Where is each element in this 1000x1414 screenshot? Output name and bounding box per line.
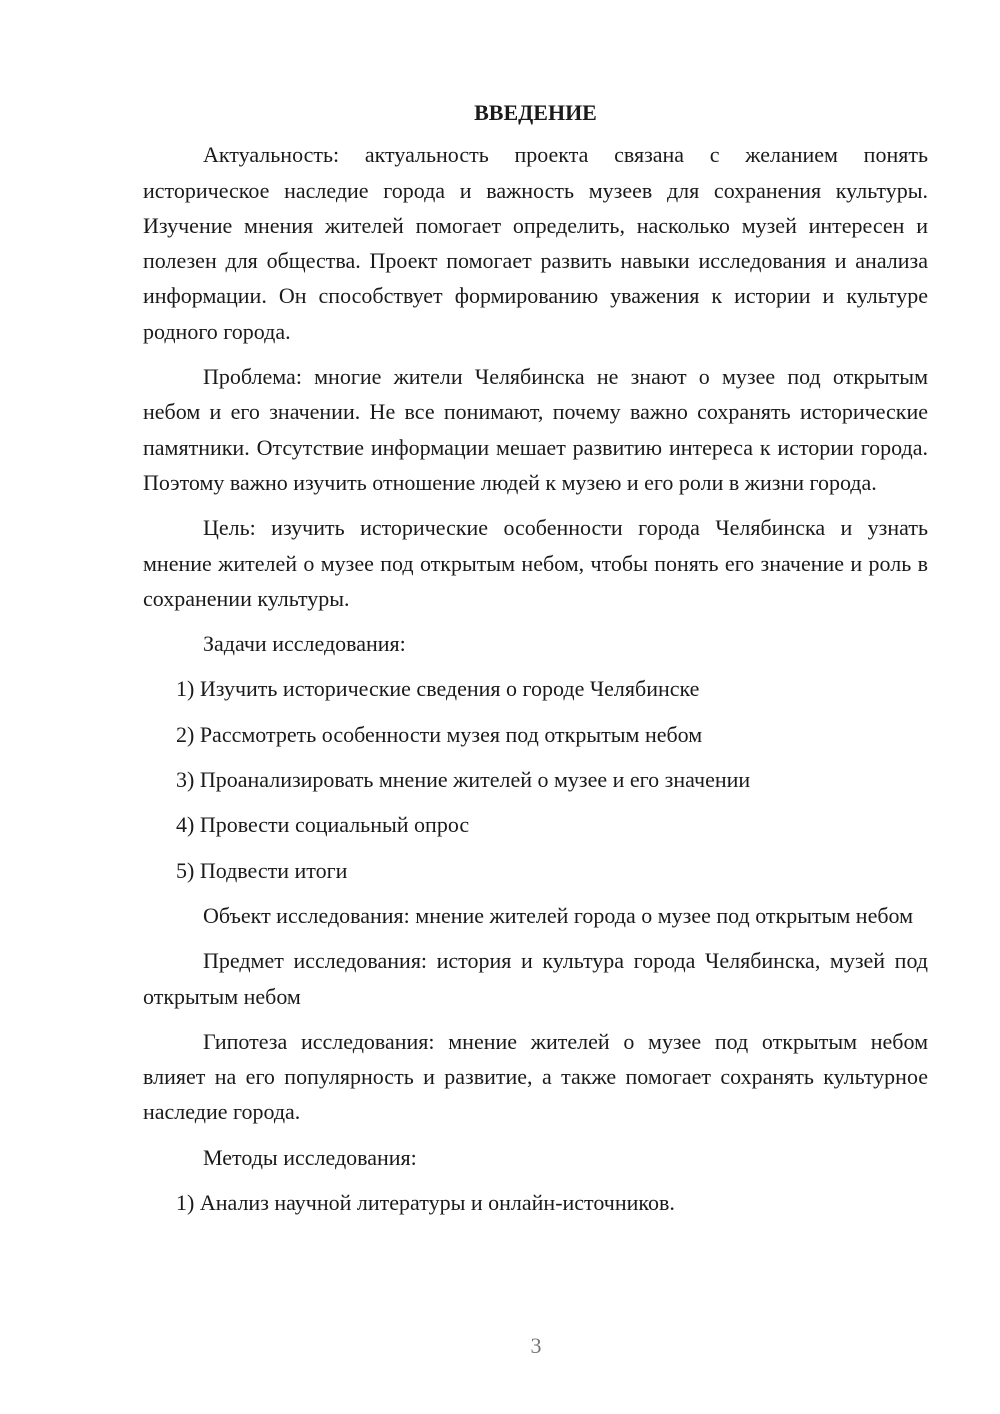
task-item-5: 5) Подвести итоги <box>176 857 348 883</box>
task-item-4: 4) Провести социальный опрос <box>176 812 470 838</box>
paragraph-subject: Предмет исследования: история и культура города Челябинска, музей под открытым небом <box>143 948 928 1009</box>
section-title: ВВЕДЕНИЕ <box>474 100 597 125</box>
paragraph-object: Объект исследования: мнение жителей города о музее под открытым небом <box>203 902 914 928</box>
document-body <box>143 95 928 1220</box>
methods-heading: Методы исследования: <box>203 1144 417 1170</box>
paragraph-hypothesis: Гипотеза исследования: мнение жителей о музее под открытым небом влияет на его популярность и развитие, а также помогает сохранять культурное наследие города. <box>143 1028 928 1125</box>
task-item-2: 2) Рассмотреть особенности музея под открытым небом <box>176 721 703 747</box>
task-item-3: 3) Проанализировать мнение жителей о музее и его значении <box>176 767 751 793</box>
paragraph-actuality: Актуальность: актуальность проекта связана с желанием понять историческое наследие города и важность музеев для сохранения культуры. Изучение мнения жителей помогает определить, насколько музей интересен и полезен для общества. Проект помогает развить навыки исследования и анализа информации. Он способствует формированию уважения к истории и культуре родного города. <box>143 142 928 344</box>
task-item-1: 1) Изучить исторические сведения о городе Челябинске <box>176 676 700 702</box>
paragraph-goal: Цель: изучить исторические особенности города Челябинска и узнать мнение жителей о музее под открытым небом, чтобы понять его значение и роль в сохранении культуры. <box>143 515 928 611</box>
tasks-heading: Задачи исследования: <box>203 631 406 657</box>
method-item-1: 1) Анализ научной литературы и онлайн-источников. <box>176 1190 675 1216</box>
page-number: 3 <box>530 1333 542 1358</box>
paragraph-problem: Проблема: многие жители Челябинска не знают о музее под открытым небом и его значении. Не все понимают, почему важно сохранять исторические памятники. Отсутствие информации мешает развитию интереса к истории города. Поэтому важно изучить отношение людей к музею и его роли в жизни города. <box>143 364 928 495</box>
